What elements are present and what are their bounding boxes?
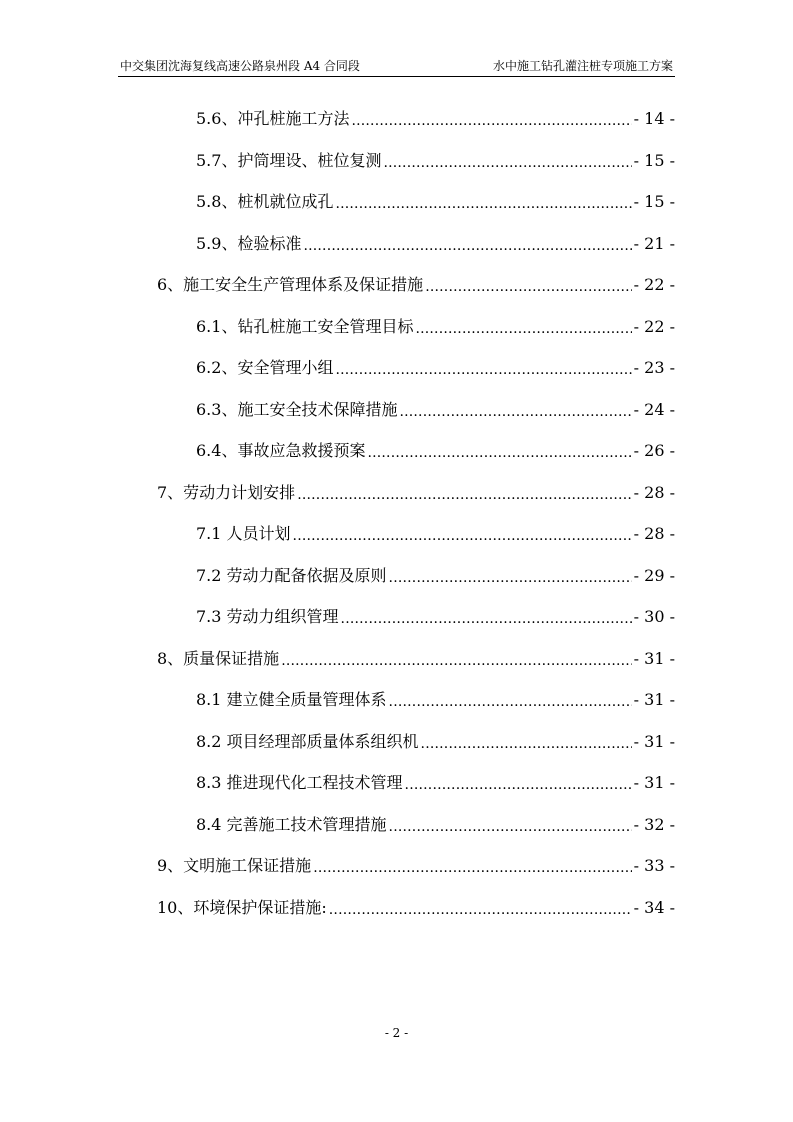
- toc-entry-label: 8.1 建立健全质量管理体系: [196, 690, 387, 709]
- toc-entry-page: - 22 -: [633, 275, 675, 294]
- toc-entry-label: 6.2、安全管理小组: [196, 358, 334, 377]
- toc-leader-dots: [293, 523, 632, 545]
- toc-entry[interactable]: [157, 478, 675, 504]
- toc-entry-page: - 31 -: [633, 648, 675, 668]
- page-number: - 2 -: [384, 1026, 409, 1040]
- toc-entry-label: 6、施工安全生产管理体系及保证措施: [157, 275, 424, 294]
- toc-entry-page: - 28 -: [633, 482, 675, 502]
- toc-entry-label: 6.4、事故应急救援预案: [196, 441, 366, 460]
- toc-leader-dots: [415, 316, 631, 338]
- toc-leader-dots: [425, 274, 631, 296]
- toc-entry-page: - 31 -: [633, 773, 675, 792]
- toc-entry-label: 8.2 项目经理部质量体系组织机: [196, 731, 419, 751]
- toc-entry[interactable]: [196, 187, 675, 213]
- toc-leader-dots: [399, 399, 631, 421]
- page-footer: [0, 1026, 793, 1040]
- toc-entry-page: - 15 -: [633, 150, 675, 170]
- page-header: [118, 56, 675, 77]
- toc-entry-label: 7.1 人员计划: [196, 524, 291, 543]
- toc-entry[interactable]: [196, 229, 675, 255]
- toc-entry-page: - 30 -: [633, 607, 675, 626]
- toc-entry-label: 10、环境保护保证措施:: [157, 897, 327, 917]
- toc-entry-label: 9、文明施工保证措施: [157, 856, 312, 875]
- toc-entry-label: 7.3 劳动力组织管理: [196, 607, 339, 626]
- toc-entry-page: - 31 -: [633, 731, 675, 751]
- toc-entry-label: 8.4 完善施工技术管理措施: [196, 814, 387, 834]
- toc-entry-label: 8.3 推进现代化工程技术管理: [196, 773, 403, 792]
- toc-entry-page: - 22 -: [633, 316, 675, 336]
- toc-leader-dots: [421, 731, 632, 753]
- toc-entry-label: 5.7、护筒埋设、桩位复测: [196, 150, 382, 170]
- toc-leader-dots: [297, 482, 631, 504]
- toc-entry-page: - 28 -: [633, 524, 675, 543]
- toc-leader-dots: [383, 150, 631, 172]
- toc-entry-label: 8、质量保证措施: [157, 648, 280, 668]
- header-left-text: 中交集团沈海复线高速公路泉州段 A4 合同段: [120, 59, 360, 73]
- toc-entry[interactable]: [196, 146, 675, 172]
- toc-entry[interactable]: [157, 270, 675, 296]
- toc-leader-dots: [351, 108, 631, 130]
- toc-leader-dots: [329, 897, 632, 919]
- toc-leader-dots: [389, 689, 632, 711]
- toc-entry[interactable]: [196, 561, 675, 587]
- toc-entry-page: - 14 -: [633, 109, 675, 128]
- toc-entry-page: - 33 -: [633, 856, 675, 875]
- toc-entry[interactable]: [157, 851, 675, 877]
- toc-entry-label: 5.9、检验标准: [196, 233, 302, 253]
- toc-entry-label: 7.2 劳动力配备依据及原则: [196, 565, 387, 585]
- toc-leader-dots: [313, 855, 631, 877]
- toc-entry-label: 7、劳动力计划安排: [157, 482, 296, 502]
- toc-entry[interactable]: [196, 810, 675, 836]
- toc-entry[interactable]: [196, 395, 675, 421]
- header-right-text: 水中施工钻孔灌注桩专项施工方案: [492, 59, 673, 73]
- toc-leader-dots: [335, 357, 631, 379]
- toc-entry[interactable]: [196, 519, 675, 545]
- toc-leader-dots: [405, 772, 632, 794]
- toc-entry-label: 6.1、钻孔桩施工安全管理目标: [196, 316, 414, 336]
- toc-entry[interactable]: [196, 436, 675, 462]
- toc-entry[interactable]: [196, 685, 675, 711]
- toc-entry-label: 6.3、施工安全技术保障措施: [196, 399, 398, 419]
- toc-entry-label: 5.6、冲孔桩施工方法: [196, 109, 350, 128]
- toc-entry-page: - 21 -: [633, 233, 675, 253]
- toc-leader-dots: [281, 648, 631, 670]
- toc-entry[interactable]: [157, 644, 675, 670]
- toc-entry-page: - 31 -: [633, 690, 675, 709]
- toc-leader-dots: [389, 814, 632, 836]
- toc-entry[interactable]: [196, 104, 675, 130]
- toc-entry-page: - 34 -: [633, 897, 675, 917]
- toc-entry[interactable]: [196, 602, 675, 628]
- toc-entry-page: - 23 -: [633, 358, 675, 377]
- toc-entry[interactable]: [157, 893, 675, 919]
- toc-entry[interactable]: [196, 312, 675, 338]
- toc-entry[interactable]: [196, 353, 675, 379]
- toc-entry-page: - 15 -: [633, 192, 675, 211]
- toc-entry-label: 5.8、桩机就位成孔: [196, 192, 334, 211]
- toc-leader-dots: [303, 233, 631, 255]
- toc-entry[interactable]: [196, 768, 675, 794]
- toc-leader-dots: [335, 191, 631, 213]
- toc-entry-page: - 29 -: [633, 565, 675, 585]
- toc-entry-page: - 24 -: [633, 399, 675, 419]
- toc-entry-page: - 32 -: [633, 814, 675, 834]
- toc-entry-page: - 26 -: [633, 441, 675, 460]
- toc-leader-dots: [341, 606, 632, 628]
- toc-leader-dots: [389, 565, 632, 587]
- toc-entry[interactable]: [196, 727, 675, 753]
- toc-leader-dots: [367, 440, 631, 462]
